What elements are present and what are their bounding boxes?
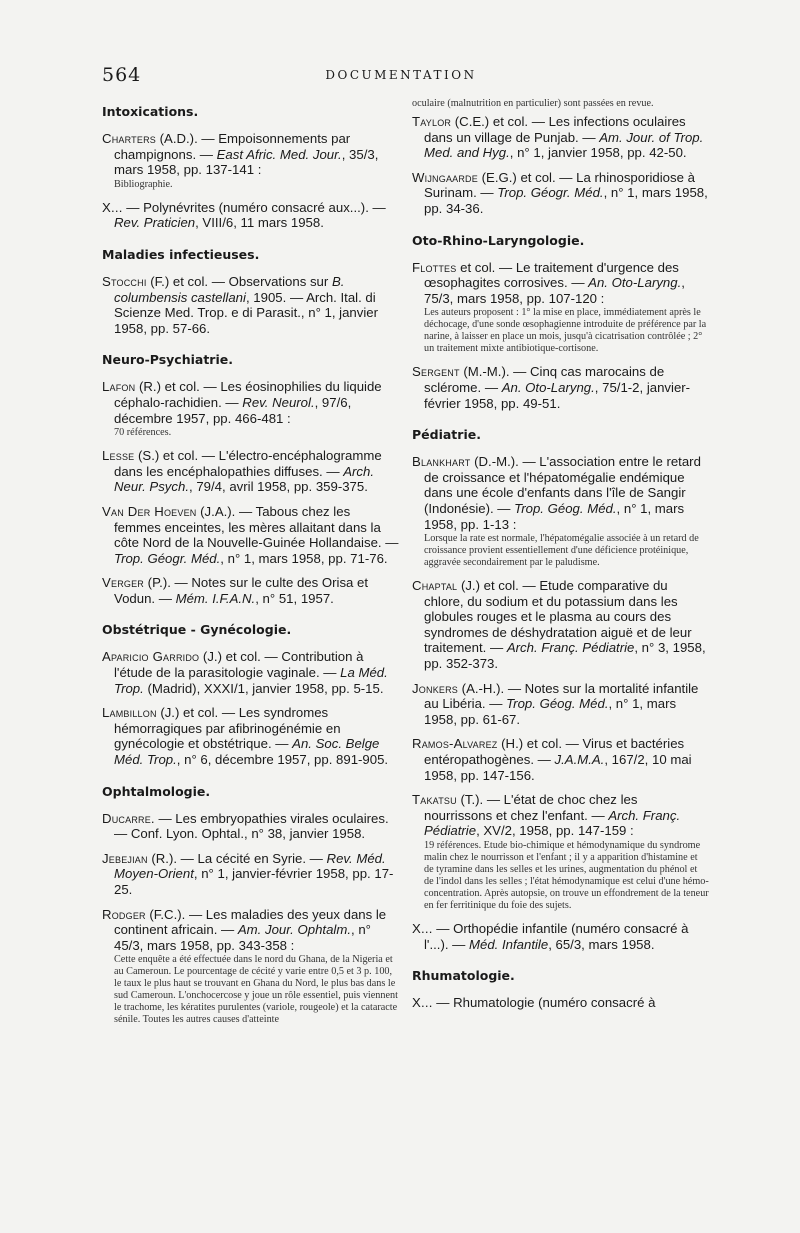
bibliography-entry xyxy=(102,379,399,439)
entry-author: Jebejian xyxy=(102,850,148,866)
left-column xyxy=(102,100,399,1035)
entry-source: Rev. Méd. Moyen-Orient xyxy=(114,850,386,882)
section-heading: Obstétrique - Gynécologie. xyxy=(102,622,292,638)
entry-note: Les auteurs proposent : 1° la mise en place, immédiatement après le déchocage, d'une sonde œsophagienne introduite de préférence par la narine, à laisser en place un mois, jusqu'à cicatrisation contrôlée ; 2° un traitement mixte antibiotique-cortisone. xyxy=(424,307,707,355)
entry-source: Arch. Franç. Pédiatrie xyxy=(506,640,635,656)
entry-title: (S.) et col. — L'électro-encéphalogramme dans les encéphalopathies diffuses. — xyxy=(114,448,382,479)
entry-source: Arch. Neur. Psych. xyxy=(114,463,375,495)
entry-title: (J.) et col. — Les syndromes hémorragiques par afibrinogénémie en gynécologie et obstétrique. — xyxy=(114,705,341,752)
entry-title: (M.-M.). — Cinq cas marocains de sclérome. — xyxy=(424,364,665,395)
entry-source: La Méd. Trop. xyxy=(114,665,388,696)
entry-source: Am. Jour. of Trop. Med. and Hyg. xyxy=(424,129,704,161)
entry-author: Blankhart xyxy=(412,454,471,470)
entry-author: Aparicio Garrido xyxy=(102,649,200,665)
entry-title: — Les embryopathies virales oculaires. — Conf. Lyon. Ophtal., n° 38, janvier 1958. xyxy=(114,810,389,842)
entry-details: , 1905. — Arch. Ital. di Scienze Med. Trop. e di Parasit., n° 1, janvier 1958, pp. 57-66. xyxy=(114,289,379,336)
entry-source: Rev. Praticien xyxy=(114,215,196,231)
entry-source: B. columbensis castellani xyxy=(114,273,345,305)
entry-details: , n° 1, mars 1958, pp. 61-67. xyxy=(424,696,677,727)
entry-source: Arch. Franç. Pédiatrie xyxy=(424,807,681,839)
bibliography-entry xyxy=(102,811,399,842)
entry-details: , VIII/6, 11 mars 1958. xyxy=(195,215,324,231)
bibliography-entry xyxy=(412,454,709,569)
running-title: DOCUMENTATION xyxy=(325,68,477,82)
bibliography-entry xyxy=(102,649,399,696)
page-header xyxy=(102,64,700,84)
bibliography-entry xyxy=(412,792,709,912)
entry-title: (J.A.). — Tabous chez les femmes enceintes, les mères allaitant dans la côte Nord de la Nouvelle-Guinée Hollandaise. — xyxy=(114,503,399,551)
entry-title: (F.C.). — Les maladies des yeux dans le continent africain. — xyxy=(114,906,387,938)
entry-details: , XV/2, 1958, pp. 147-159 : xyxy=(476,823,634,839)
entry-source: Méd. Infantile xyxy=(469,936,549,952)
entry-author: Lesse xyxy=(102,448,135,464)
entry-note: Cette enquête a été effectuée dans le nord du Ghana, de la Nigeria et au Cameroun. Le pourcentage de cécité y varie entre 0,5 et 3 p. 100, le taux le plus haut se trouvant en Ghana du Nord, le plus bas dans le sud Cameroun. L'onchocercose y joue un rôle essentiel, puis viennent le trachome, les kératites purulentes (variole, rougeole) et la cataracte sénile. Toutes les autres causes d'atteinte xyxy=(114,954,398,1026)
entry-author: Taylor xyxy=(412,114,452,129)
section-heading: Oto-Rhino-Laryngologie. xyxy=(412,232,585,248)
entry-details: , 75/3, mars 1958, pp. 107-120 : xyxy=(424,275,685,306)
entry-author: Rodger xyxy=(102,906,146,922)
continued-note: oculaire (malnutrition en particulier) sont passées en revue. xyxy=(412,98,654,109)
entry-title: (D.-M.). — L'association entre le retard de croissance et l'hépatomégalie endémique dans une école d'enfants dans l'île de Sangir (Indonésie). — xyxy=(424,454,701,516)
entry-author: X... xyxy=(102,199,123,215)
entry-author: Ducarre. xyxy=(102,810,155,826)
section-heading: Maladies infectieuses. xyxy=(102,246,260,262)
entry-title: (A.-H.). — Notes sur la mortalité infantile au Libéria. — xyxy=(424,680,699,712)
entry-author: Lafon xyxy=(102,379,136,395)
bibliography-entry xyxy=(412,681,709,728)
bibliography-entry xyxy=(102,200,399,231)
entry-author: X... xyxy=(412,995,433,1011)
bibliography-entry xyxy=(102,575,399,606)
entry-title: — Orthopédie infantile (numéro consacré à l'...). — xyxy=(424,921,689,952)
page-number: 564 xyxy=(102,64,142,86)
entry-title: (H.) et col. — Virus et bactéries entéropathogènes. — xyxy=(424,736,685,768)
entry-details: , n° 51, 1957. xyxy=(255,590,334,606)
entry-details: , n° 1, mars 1958, pp. 34-36. xyxy=(424,185,708,216)
entry-author: Lambillon xyxy=(102,705,157,721)
entry-details: , 97/6, décembre 1957, pp. 466-481 : xyxy=(114,394,352,426)
entry-title: (T.). — L'état de choc chez les nourrissons et chez l'enfant. — xyxy=(424,792,638,823)
entry-title: (R.). — La cécité en Syrie. — xyxy=(147,850,327,866)
entry-source: An. Soc. Belge Méd. Trop. xyxy=(114,736,380,768)
section-heading: Ophtalmologie. xyxy=(102,783,211,799)
entry-note: 19 références. Etude bio-chimique et hémodynamique du syndrome malin chez le nourrisson et l'enfant ; il y a apparition d'histamine et de tyramine dans les selles et les urines, augmentation du phénol et de l'indol dans les selles ; l'état hémodynamique est celui d'une hémo-concentration. Après autopsie, on trouve un effondrement de la teneur en fer ferritinique du foie des sujets. xyxy=(424,840,709,911)
entry-title: — Rhumatologie (numéro consacré à xyxy=(432,995,656,1011)
entry-author: Wijngaarde xyxy=(412,169,478,185)
entry-details: , n° 45/3, mars 1958, pp. 343-358 : xyxy=(114,922,371,953)
bibliography-entry xyxy=(102,705,399,767)
entry-title: (F.) et col. — Observations sur xyxy=(146,273,332,289)
entry-title: (R.) et col. — Les éosinophilies du liquide céphalo-rachidien. — xyxy=(114,379,382,410)
entry-details: (Madrid), XXXI/1, janvier 1958, pp. 5-15. xyxy=(143,680,384,696)
entry-title: et col. — Le traitement d'urgence des œsophagites corrosives. — xyxy=(424,259,679,291)
entry-source: Trop. Géog. Méd. xyxy=(506,696,609,712)
entry-author: Verger xyxy=(102,575,145,591)
entry-title: (J.) et col. — Etude comparative du chlore, du sodium et du potassium dans les globules rouges et le plasma au cours des syndromes de déshydratation aiguë et de leur traitement. — xyxy=(424,578,692,656)
entry-author: Sergent xyxy=(412,364,460,380)
entry-details: , n° 1, mars 1958, pp. 1-13 : xyxy=(424,500,685,532)
entry-source: Trop. Géogr. Méd. xyxy=(114,550,221,566)
bibliography-entry xyxy=(412,995,709,1011)
entry-author: Jonkers xyxy=(412,680,459,696)
bibliography-entry xyxy=(102,131,399,191)
bibliography-entry xyxy=(102,448,399,495)
entry-title: (C.E.) et col. — Les infections oculaires dans un village de Punjab. — xyxy=(424,114,686,145)
entry-note: Lorsque la rate est normale, l'hépatomégalie associée à un retard de croissance provient essentiellement d'une déficience protéinique, aggravée secondairement par le paludisme. xyxy=(424,533,699,569)
bibliography-entry xyxy=(412,578,709,672)
bibliography-entry xyxy=(102,907,399,1027)
bibliography-entry xyxy=(102,851,399,898)
entry-author: Van Der Hoeven xyxy=(102,503,197,519)
entry-author: Charters xyxy=(102,131,156,146)
entry-author: Ramos-Alvarez xyxy=(412,736,498,752)
entry-note: Bibliographie. xyxy=(114,178,173,190)
entry-title: (E.G.) et col. — La rhinosporidiose à Surinam. — xyxy=(424,169,695,201)
entry-details: , 35/3, mars 1958, pp. 137-141 : xyxy=(114,146,379,178)
entry-source: An. Oto-Laryng. xyxy=(588,275,682,291)
entry-details: , n° 1, janvier 1958, pp. 42-50. xyxy=(509,145,687,161)
entry-source: An. Oto-Laryng. xyxy=(501,379,595,395)
entry-source: Trop. Géog. Méd. xyxy=(514,500,617,516)
entry-details: , n° 1, janvier-février 1958, pp. 17-25. xyxy=(114,866,394,897)
entry-details: , 79/4, avril 1958, pp. 359-375. xyxy=(189,479,368,495)
bibliography-entry xyxy=(102,504,399,566)
entry-source: Am. Jour. Ophtalm. xyxy=(237,922,351,938)
entry-details: , n° 3, 1958, pp. 352-373. xyxy=(424,640,706,672)
bibliography-entry xyxy=(412,364,709,411)
entry-source: J.A.M.A. xyxy=(554,752,605,768)
entry-details: , n° 6, décembre 1957, pp. 891-905. xyxy=(176,752,389,768)
entry-details: , 167/2, 10 mai 1958, pp. 147-156. xyxy=(424,752,692,783)
entry-title: — Polynévrites (numéro consacré aux...). — xyxy=(122,199,386,215)
right-column-entries xyxy=(412,114,709,1011)
bibliography-entry xyxy=(412,260,709,356)
entry-note: 70 références. xyxy=(114,427,172,439)
section-heading: Pédiatrie. xyxy=(412,427,481,443)
entry-details: , 75/1-2, janvier-février 1958, pp. 49-51. xyxy=(424,379,691,411)
entry-source: Trop. Géogr. Méd. xyxy=(497,185,604,201)
entry-source: Mém. I.F.A.N. xyxy=(175,590,256,606)
entry-details: , 65/3, mars 1958. xyxy=(548,936,655,952)
section-heading: Neuro-Psychiatrie. xyxy=(102,352,233,368)
bibliography-entry xyxy=(102,274,399,336)
bibliography-entry xyxy=(412,921,709,952)
section-heading: Rhumatologie. xyxy=(412,968,515,984)
bibliography-entry xyxy=(412,736,709,783)
right-column xyxy=(412,98,709,1020)
entry-title: (A.D.). — Empoisonnements par champignons. — xyxy=(114,131,351,162)
entry-author: Takatsu xyxy=(412,792,457,808)
bibliography-entry xyxy=(412,114,709,161)
entry-title: (P.). — Notes sur le culte des Orisa et Vodun. — xyxy=(114,575,369,606)
entry-author: X... xyxy=(412,921,433,936)
bibliography-entry xyxy=(412,170,709,217)
entry-details: , n° 1, mars 1958, pp. 71-76. xyxy=(220,550,388,566)
entry-author: Stocchi xyxy=(102,273,147,289)
entry-source: Rev. Neurol. xyxy=(242,394,315,410)
entry-title: (J.) et col. — Contribution à l'étude de la parasitologie vaginale. — xyxy=(114,649,364,681)
section-heading: Intoxications. xyxy=(102,104,199,119)
entry-author: Chaptal xyxy=(412,578,458,594)
entry-author: Flottes xyxy=(412,259,457,275)
entry-source: East Afric. Med. Jour. xyxy=(216,146,342,162)
